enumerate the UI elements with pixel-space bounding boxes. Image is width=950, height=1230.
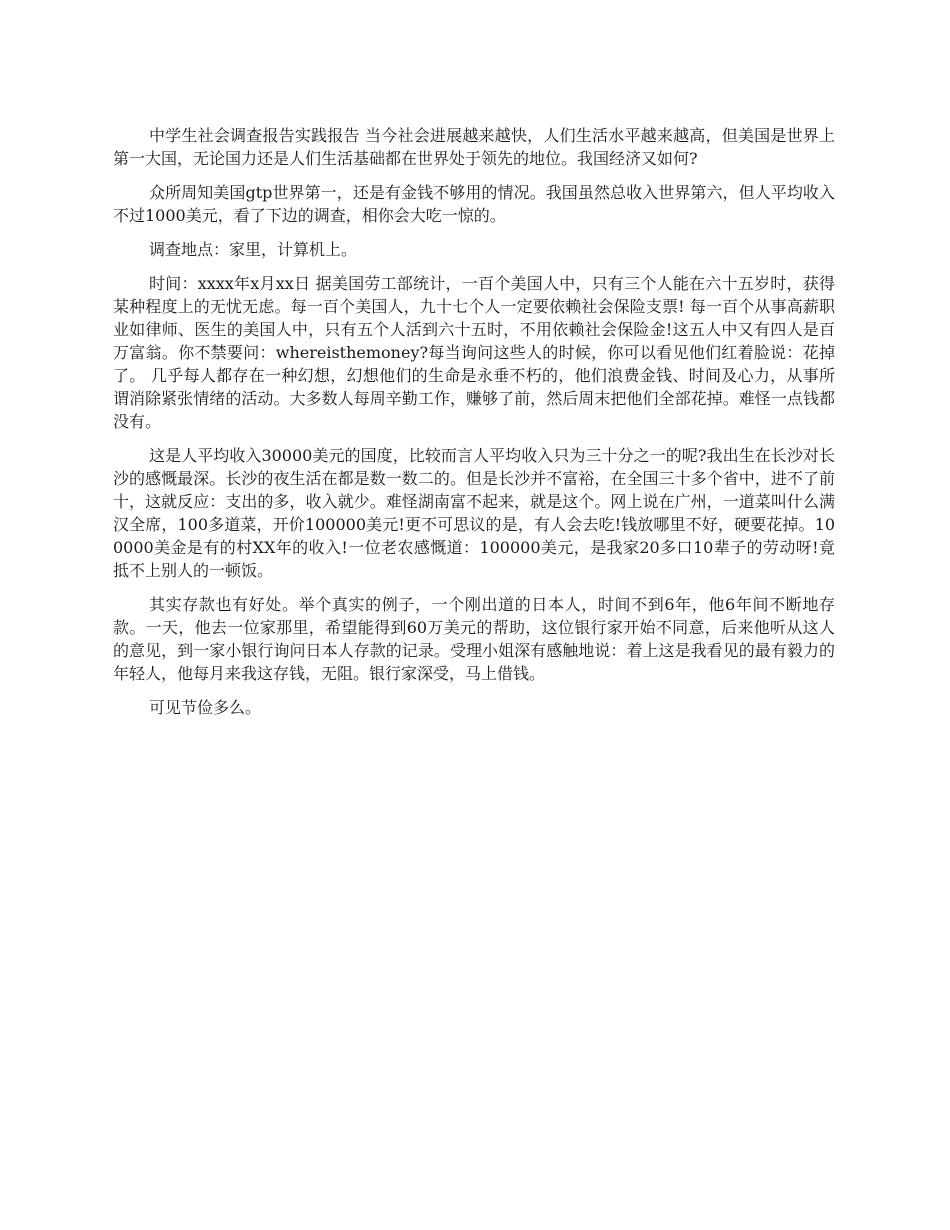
paragraph-changsha: 这是人平均收入30000美元的国度，比较而言人平均收入只为三十分之一的呢?我出生在长沙对长沙的感慨最深。长沙的夜生活在都是数一数二的。但是长沙并不富裕，在全国三十多个省中，进不了前十，这就反应：支出的多，收入就少。难怪湖南富不起来，就是这个。网上说在广州，一道菜叫什么满汉全席，100多道菜，开价100000美元!更不可思议的是，有人会去吃!钱放哪里不好，硬要花掉。100000美金是有的村XX年的收入!一位老农感慨道：100000美元，是我家20多口10辈子的劳动呀!竟抵不上别人的一顿饭。	[113, 446, 835, 580]
paragraph-intro: 中学生社会调查报告实践报告 当今社会进展越来越快，人们生活水平越来越高，但美国是世界上第一大国，无论国力还是人们生活基础都在世界处于领先的地位。我国经济又如何?	[113, 126, 835, 168]
paragraph-conclusion: 可见节俭多么。	[149, 698, 262, 717]
document-body	[113, 124, 835, 730]
paragraph-location: 调查地点：家里，计算机上。	[149, 240, 358, 259]
paragraph-time-statistics: 时间：xxxx年x月xx日 据美国劳工部统计，一百个美国人中，只有三个人能在六十五岁时，获得某种程度上的无忧无虑。每一百个美国人，九十七个人一定要依赖社会保险支票! 每一百个从事高薪职业如律师、医生的美国人中，只有五个人活到六十五时，不用依赖社会保险金!这五人中又有四人是百万富翁。你不禁要问：whereisthemoney?每当询问这些人的时候，你可以看见他们红着脸说：花掉了。 几乎每人都存在一种幻想，幻想他们的生命是永垂不朽的，他们浪费金钱、时间及心力，从事所谓消除紧张情绪的活动。大多数人每周辛勤工作，赚够了前，然后周末把他们全部花掉。难怪一点钱都没有。	[113, 274, 835, 431]
paragraph-savings-example: 其实存款也有好处。举个真实的例子，一个刚出道的日本人，时间不到6年，他6年间不断地存款。一天，他去一位家那里，希望能得到60万美元的帮助，这位银行家开始不同意，后来他听从这人的意见，到一家小银行询问日本人存款的记录。受理小姐深有感触地说：着上这是我看见的最有毅力的年轻人，他每月来我这存钱，无阻。银行家深受，马上借钱。	[113, 595, 835, 683]
paragraph-us-gdp: 众所周知美国gtp世界第一，还是有金钱不够用的情况。我国虽然总收入世界第六，但人平均收入不过1000美元，看了下边的调查，相你会大吃一惊的。	[113, 183, 835, 225]
